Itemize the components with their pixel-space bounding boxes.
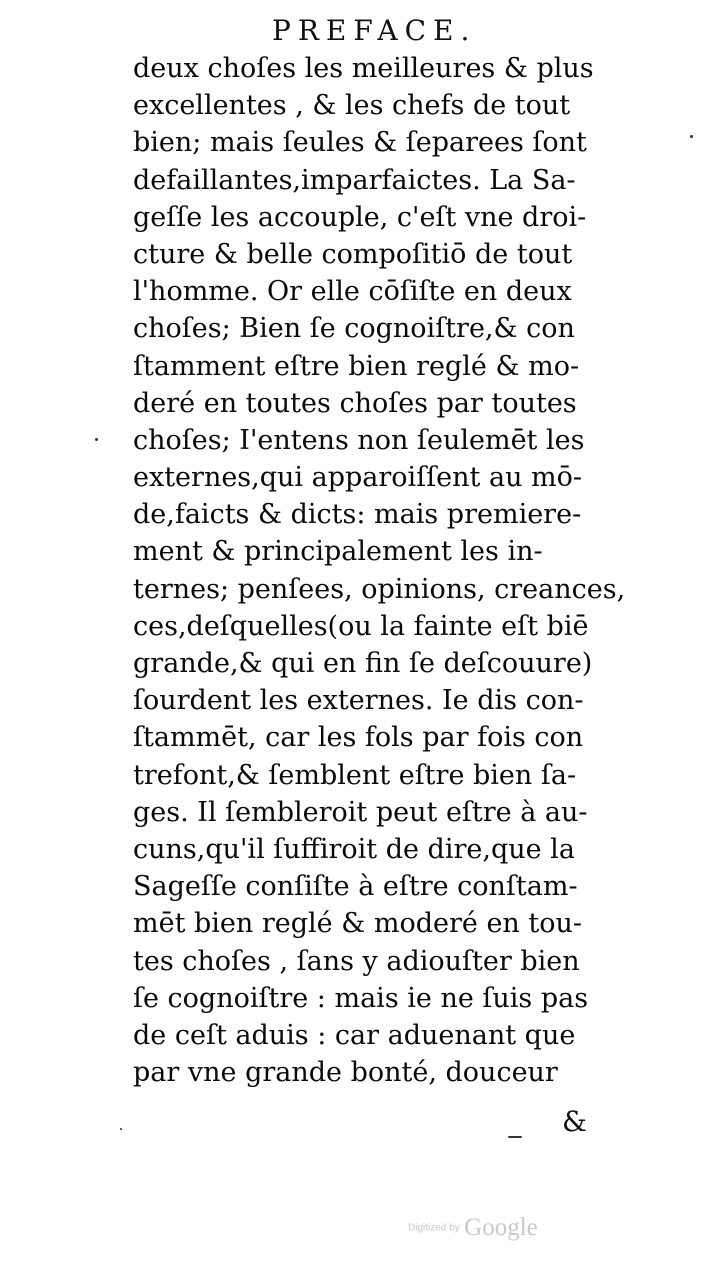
text-line: grande,& qui en fin ſe deſcouure) (133, 648, 593, 679)
text-line: Sageſſe conſiſte à eſtre conſtam- (133, 871, 578, 903)
text-line: mēt bien reglé & moderé en tou- (133, 908, 583, 940)
text-line: deré en toutes choſes par toutes (133, 387, 577, 419)
text-line: externes,qui apparoiſſent au mō- (133, 462, 583, 494)
text-line: ſtammēt, car les fols par fois con (133, 722, 584, 754)
text-line: de,faicts & dicts: mais premiere- (133, 499, 582, 531)
text-line: defaillantes,imparfaictes. La Sa- (133, 164, 576, 196)
digitization-watermark (408, 1214, 538, 1242)
ink-speck (690, 135, 693, 138)
text-line: deux choſes les meilleures & plus (133, 53, 594, 84)
text-line: choſes; I'entens non ſeulemēt les (133, 424, 585, 456)
text-line: bien; mais ſeules & ſeparees ſont (133, 127, 587, 159)
text-line: par vne grande bonté, douceur (133, 1057, 558, 1089)
text-line: cuns,qu'il ſuffiroit de dire,que la (133, 833, 575, 865)
google-logo: Google (464, 1214, 538, 1241)
text-line: de ceſt aduis : car aduenant que (133, 1019, 576, 1051)
text-line: cture & belle compoſitiō de tout (133, 238, 573, 270)
text-line: ſourdent les externes. Ie dis con- (133, 685, 584, 717)
ink-speck (508, 1136, 522, 1138)
text-line: ſtamment eſtre bien reglé & mo- (133, 350, 580, 382)
catchword: & (562, 1105, 587, 1138)
text-line: excellentes , & les chefs de tout (133, 90, 571, 122)
body-text (133, 50, 626, 1091)
text-line: ternes; penſees, opinions, creances, (133, 573, 626, 605)
text-line: ges. Il ſembleroit peut eſtre à au- (133, 796, 588, 828)
text-line: ces,deſquelles(ou la fainte eſt biē (133, 610, 589, 642)
running-head: PREFACE. (272, 14, 477, 47)
text-line: choſes; Bien ſe cognoiſtre,& con (133, 313, 575, 345)
text-line: geſſe les accouple, c'eſt vne droi- (133, 201, 587, 233)
ink-speck (95, 438, 98, 441)
text-line: ſe cognoiſtre : mais ie ne ſuis pas (133, 982, 589, 1014)
text-line: l'homme. Or elle cōſiſte en deux (133, 276, 572, 308)
watermark-prefix: Digitized by (408, 1222, 460, 1234)
text-line: trefont,& ſemblent eſtre bien ſa- (133, 759, 577, 791)
text-line: tes choſes , ſans y adiouſter bien (133, 945, 580, 977)
text-line: ment & principalement les in- (133, 536, 543, 568)
ink-speck (120, 1128, 122, 1130)
